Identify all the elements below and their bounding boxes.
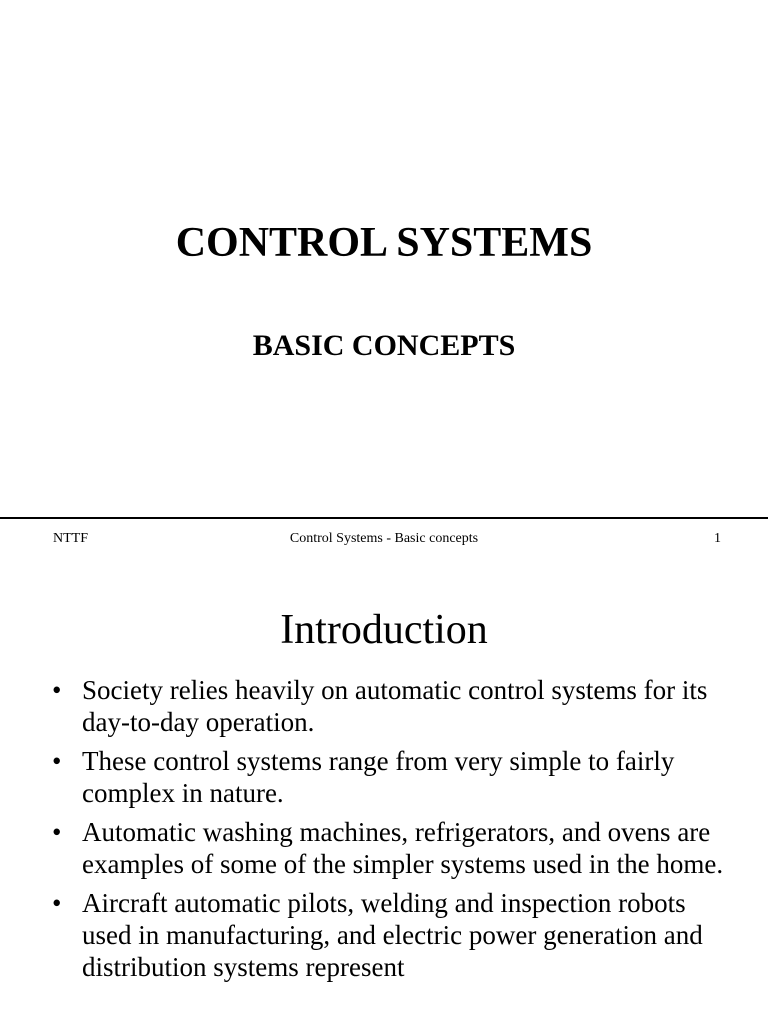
page-divider <box>0 517 768 519</box>
bullet-item <box>0 816 768 880</box>
footer-page-number: 1 <box>714 531 721 546</box>
bullet-list <box>0 674 768 990</box>
section-heading: Introduction <box>280 607 488 653</box>
footer-document-title: Control Systems - Basic concepts <box>289 531 479 546</box>
bullet-text: Automatic washing machines, refrigerators, and ovens are examples of some of the simpler systems used in the home. <box>82 817 724 879</box>
bullet-icon: • <box>52 888 62 918</box>
bullet-icon: • <box>52 746 62 776</box>
bullet-item <box>0 674 768 738</box>
bullet-icon: • <box>52 817 62 847</box>
bullet-item <box>0 887 768 983</box>
bullet-item <box>0 745 768 809</box>
slide-subtitle: BASIC CONCEPTS <box>252 329 516 362</box>
slide-title: CONTROL SYSTEMS <box>175 220 593 266</box>
slide-footer <box>0 529 768 549</box>
bullet-text: Aircraft automatic pilots, welding and inspection robots used in manufacturing, and electric power generation and distribution systems represent <box>82 888 703 982</box>
bullet-text: Society relies heavily on automatic control systems for its day-to-day operation. <box>82 675 708 737</box>
footer-organization: NTTF <box>53 531 88 546</box>
slide-introduction <box>0 560 768 1024</box>
bullet-icon: • <box>52 675 62 705</box>
bullet-text: These control systems range from very simple to fairly complex in nature. <box>82 746 675 808</box>
